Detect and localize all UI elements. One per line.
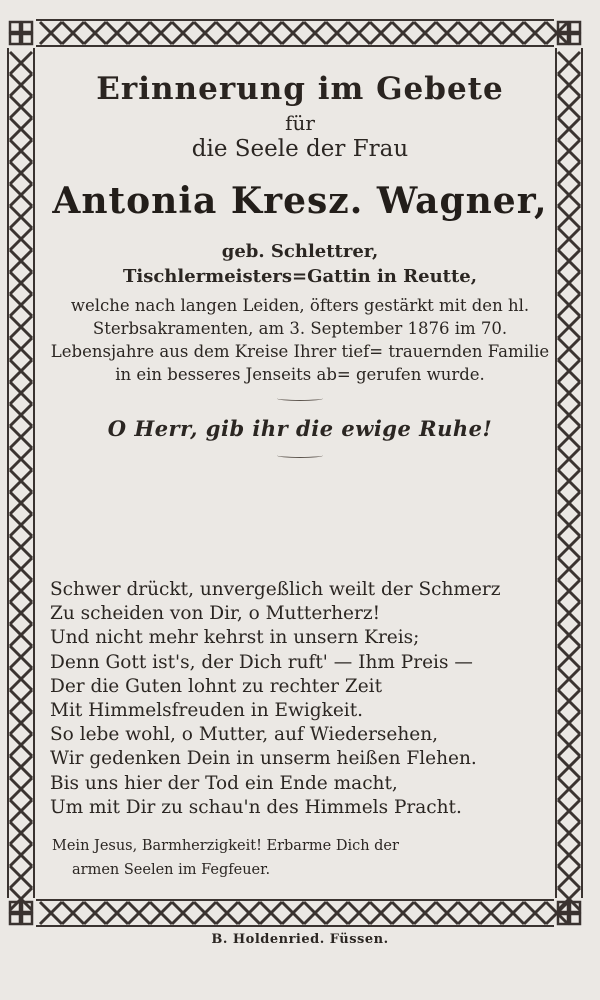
poem-line: Denn Gott ist's, der Dich ruft' — Ihm Preis — [50, 651, 473, 673]
birth-name: geb. Schlettrer, [221, 241, 379, 262]
poem-line: So lebe wohl, o Mutter, auf Wiedersehen, [50, 724, 439, 746]
poem [50, 578, 560, 820]
poem-line: Um mit Dir zu schau'n des Himmels Pracht. [50, 796, 462, 818]
poem-line: Schwer drückt, unvergeßlich weilt der Schmerz [50, 579, 501, 600]
divider-bottom [277, 453, 323, 458]
header-block [42, 70, 558, 458]
card-title: Erinnerung im Gebete [96, 71, 504, 107]
closing-line-1: Mein Jesus, Barmherzigkeit! Erbarme Dich der [52, 838, 399, 854]
occupation-line: Tischlermeisters=Gattin in Reutte, [122, 266, 477, 287]
poem-line: Wir gedenken Dein in unserm heißen Flehen. [50, 748, 477, 770]
divider-top [277, 396, 323, 401]
poem-line: Zu scheiden von Dir, o Mutterherz! [50, 603, 381, 625]
poem-line: Und nicht mehr kehrst in unsern Kreis; [50, 627, 420, 649]
soul-line: die Seele der Frau [191, 136, 409, 162]
closing-prayer [52, 834, 552, 882]
poem-line: Der die Guten lohnt zu rechter Zeit [50, 675, 383, 697]
death-notice-text: welche nach langen Leiden, öfters gestärkt mit den hl. Sterbsakramenten, am 3. September 1876 im 70. Lebensjahre aus dem Kreise Ihrer tief= trauernden Familie in ein besseres Jenseits ab= gerufen wurde. [50, 296, 550, 384]
prayer-line: O Herr, gib ihr die ewige Ruhe! [107, 416, 493, 441]
printer-imprint: B. Holdenried. Füssen. [211, 932, 389, 947]
for-word: für [285, 111, 315, 135]
poem-line: Bis uns hier der Tod ein Ende macht, [50, 772, 398, 794]
closing-line-2: armen Seelen im Fegfeuer. [72, 862, 271, 878]
poem-line: Mit Himmelsfreuden in Ewigkeit. [50, 700, 364, 722]
deceased-name: Antonia Kresz. Wagner, [52, 180, 548, 222]
